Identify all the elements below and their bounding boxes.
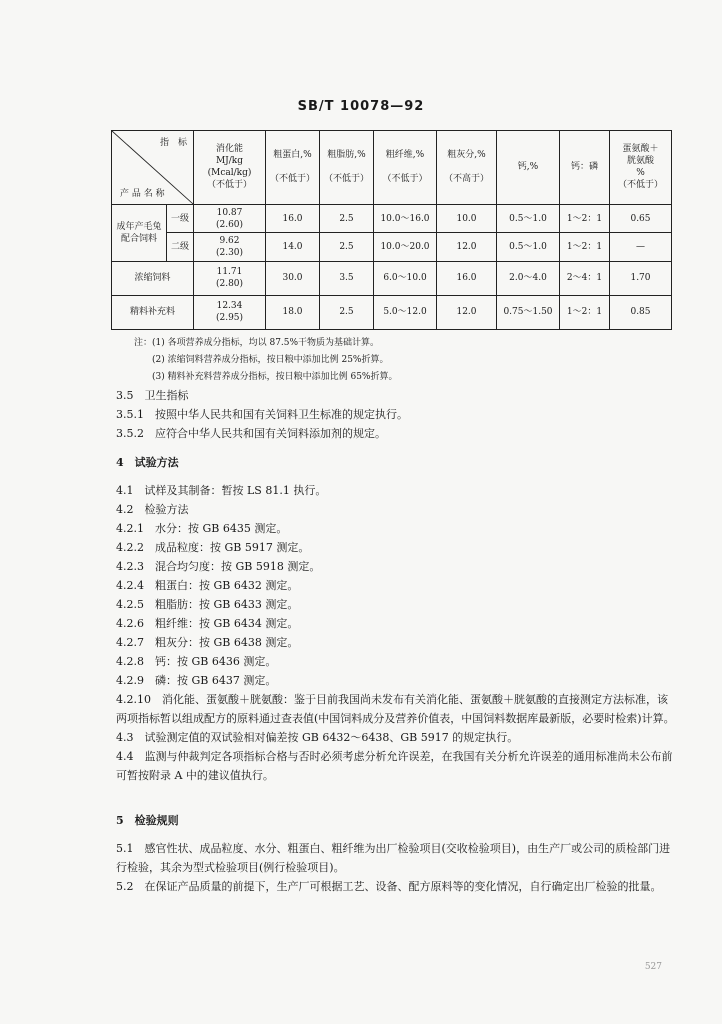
note-line: (3) 精料补充料营养成分指标，按日粮中添加比例 65%折算。 bbox=[152, 372, 398, 382]
fiber-cell: 5.0～12.0 bbox=[374, 295, 437, 329]
ca-cell: 0.5～1.0 bbox=[497, 233, 560, 261]
section-5-items bbox=[116, 839, 676, 896]
ash-cell: 16.0 bbox=[437, 261, 497, 295]
de-cell: 11.71 (2.80) bbox=[194, 261, 266, 295]
table-row bbox=[112, 295, 672, 329]
cp-cell: 30.0 bbox=[266, 261, 320, 295]
paragraph: 4.2.3 混合均匀度：按 GB 5918 测定。 bbox=[116, 560, 321, 573]
ca-cell: 0.75～1.50 bbox=[497, 295, 560, 329]
paragraph: 4.2 检验方法 bbox=[116, 503, 189, 516]
cf-cell: 2.5 bbox=[320, 233, 374, 261]
cp-cell: 18.0 bbox=[266, 295, 320, 329]
col-header-cf: 粗脂肪,% （不低于） bbox=[320, 131, 374, 205]
col-header-ash: 粗灰分,% （不高于） bbox=[437, 131, 497, 205]
section-5 bbox=[116, 811, 676, 830]
ash-cell: 10.0 bbox=[437, 204, 497, 232]
page-number: 527 bbox=[644, 962, 662, 972]
col-header-cp: 粗蛋白,% （不低于） bbox=[266, 131, 320, 205]
ratio-cell: 1～2：1 bbox=[560, 204, 610, 232]
paragraph: 3.5.2 应符合中华人民共和国有关饲料添加剂的规定。 bbox=[116, 427, 386, 440]
de-cell: 10.87 (2.60) bbox=[194, 204, 266, 232]
note-line: (2) 浓缩饲料营养成分指标，按日粮中添加比例 25%折算。 bbox=[152, 355, 389, 365]
grade-cell: 一级 bbox=[167, 204, 194, 232]
col-header-ratio: 钙：磷 bbox=[560, 131, 610, 205]
paragraph: 4.2.1 水分：按 GB 6435 测定。 bbox=[116, 522, 288, 535]
de-cell: 12.34 (2.95) bbox=[194, 295, 266, 329]
aa-cell: 1.70 bbox=[610, 261, 672, 295]
paragraph: 3.5.1 按照中华人民共和国有关饲料卫生标准的规定执行。 bbox=[116, 408, 408, 421]
paragraph: 4.1 试样及其制备：暂按 LS 81.1 执行。 bbox=[116, 484, 327, 497]
paragraph: 3.5 卫生指标 bbox=[116, 389, 189, 402]
fiber-cell: 10.0～20.0 bbox=[374, 233, 437, 261]
ash-cell: 12.0 bbox=[437, 295, 497, 329]
paragraph: 5.1 感官性状、成品粒度、水分、粗蛋白、粗纤维为出厂检验项目(交收检验项目)，由生产厂或公司的质检部门进行检验，其余为型式检验项目(例行检验项目)。 bbox=[116, 842, 671, 874]
cf-cell: 2.5 bbox=[320, 204, 374, 232]
ratio-cell: 1～2：1 bbox=[560, 295, 610, 329]
ash-cell: 12.0 bbox=[437, 233, 497, 261]
ca-cell: 2.0～4.0 bbox=[497, 261, 560, 295]
ratio-cell: 1～2：1 bbox=[560, 233, 610, 261]
cp-cell: 16.0 bbox=[266, 204, 320, 232]
paragraph: 5.2 在保证产品质量的前提下，生产厂可根据工艺、设备、配方原料等的变化情况，自行确定出厂检验的批量。 bbox=[116, 880, 662, 893]
paragraph: 4.2.7 粗灰分：按 GB 6438 测定。 bbox=[116, 636, 299, 649]
header-product-name: 产 品 名 称 bbox=[120, 188, 165, 199]
aa-cell: 0.85 bbox=[610, 295, 672, 329]
paragraph: 4.4 监测与仲裁判定各项指标合格与否时必须考虑分析允许误差，在我国有关分析允许误差的通用标准尚未公布前可暂按附录 A 中的建议值执行。 bbox=[116, 750, 673, 782]
table-row bbox=[112, 261, 672, 295]
ca-cell: 0.5～1.0 bbox=[497, 204, 560, 232]
paragraph: 4.2.5 粗脂肪：按 GB 6433 测定。 bbox=[116, 598, 299, 611]
aa-cell: — bbox=[610, 233, 672, 261]
ratio-cell: 2～4：1 bbox=[560, 261, 610, 295]
section-4-items bbox=[116, 481, 676, 785]
col-header-de: 消化能 MJ/kg (Mcal/kg) （不低于） bbox=[194, 131, 266, 205]
grade-cell: 二级 bbox=[167, 233, 194, 261]
section-heading: 5 检验规则 bbox=[116, 814, 179, 827]
paragraph: 4.2.8 钙：按 GB 6436 测定。 bbox=[116, 655, 277, 668]
col-header-ca: 钙,% bbox=[497, 131, 560, 205]
de-cell: 9.62 (2.30) bbox=[194, 233, 266, 261]
header-indicator: 指 标 bbox=[159, 138, 187, 148]
aa-cell: 0.65 bbox=[610, 204, 672, 232]
section-3-5 bbox=[116, 386, 676, 443]
product-name-cell: 精料补充料 bbox=[112, 295, 194, 329]
fiber-cell: 10.0～16.0 bbox=[374, 204, 437, 232]
group-label: 成年产毛兔 配合饲料 bbox=[112, 204, 167, 261]
note-line: 注：(1) 各项营养成分指标，均以 87.5%干物质为基础计算。 bbox=[134, 338, 380, 348]
table-row bbox=[112, 233, 672, 261]
fiber-cell: 6.0～10.0 bbox=[374, 261, 437, 295]
col-header-fiber: 粗纤维,% （不低于） bbox=[374, 131, 437, 205]
paragraph: 4.2.6 粗纤维：按 GB 6434 测定。 bbox=[116, 617, 299, 630]
table-row bbox=[112, 204, 672, 232]
paragraph: 4.2.10 消化能、蛋氨酸＋胱氨酸：鉴于目前我国尚未发布有关消化能、蛋氨酸＋胱氨酸的直接测定方法标准，该两项指标暂以组成配方的原料通过查表值(中国饲料成分及营养价值表，中国饲料数据库最新版，必要时检索)计算。 bbox=[116, 693, 675, 725]
col-header-aa: 蛋氨酸＋ 胱氨酸 % （不低于） bbox=[610, 131, 672, 205]
standard-number-header: SB/T 10078—92 bbox=[297, 99, 425, 114]
paragraph: 4.3 试验测定值的双试验相对偏差按 GB 6432～6438、GB 5917 的规定执行。 bbox=[116, 731, 519, 744]
cp-cell: 14.0 bbox=[266, 233, 320, 261]
diagonal-header-cell bbox=[112, 131, 194, 205]
section-heading: 4 试验方法 bbox=[116, 456, 179, 469]
product-name-cell: 浓缩饲料 bbox=[112, 261, 194, 295]
cf-cell: 2.5 bbox=[320, 295, 374, 329]
section-4 bbox=[116, 453, 676, 472]
paragraph: 4.2.2 成品粒度：按 GB 5917 测定。 bbox=[116, 541, 310, 554]
table-notes bbox=[134, 335, 397, 386]
paragraph: 4.2.4 粗蛋白：按 GB 6432 测定。 bbox=[116, 579, 299, 592]
paragraph: 4.2.9 磷：按 GB 6437 测定。 bbox=[116, 674, 277, 687]
nutrition-spec-table bbox=[111, 130, 672, 330]
cf-cell: 3.5 bbox=[320, 261, 374, 295]
